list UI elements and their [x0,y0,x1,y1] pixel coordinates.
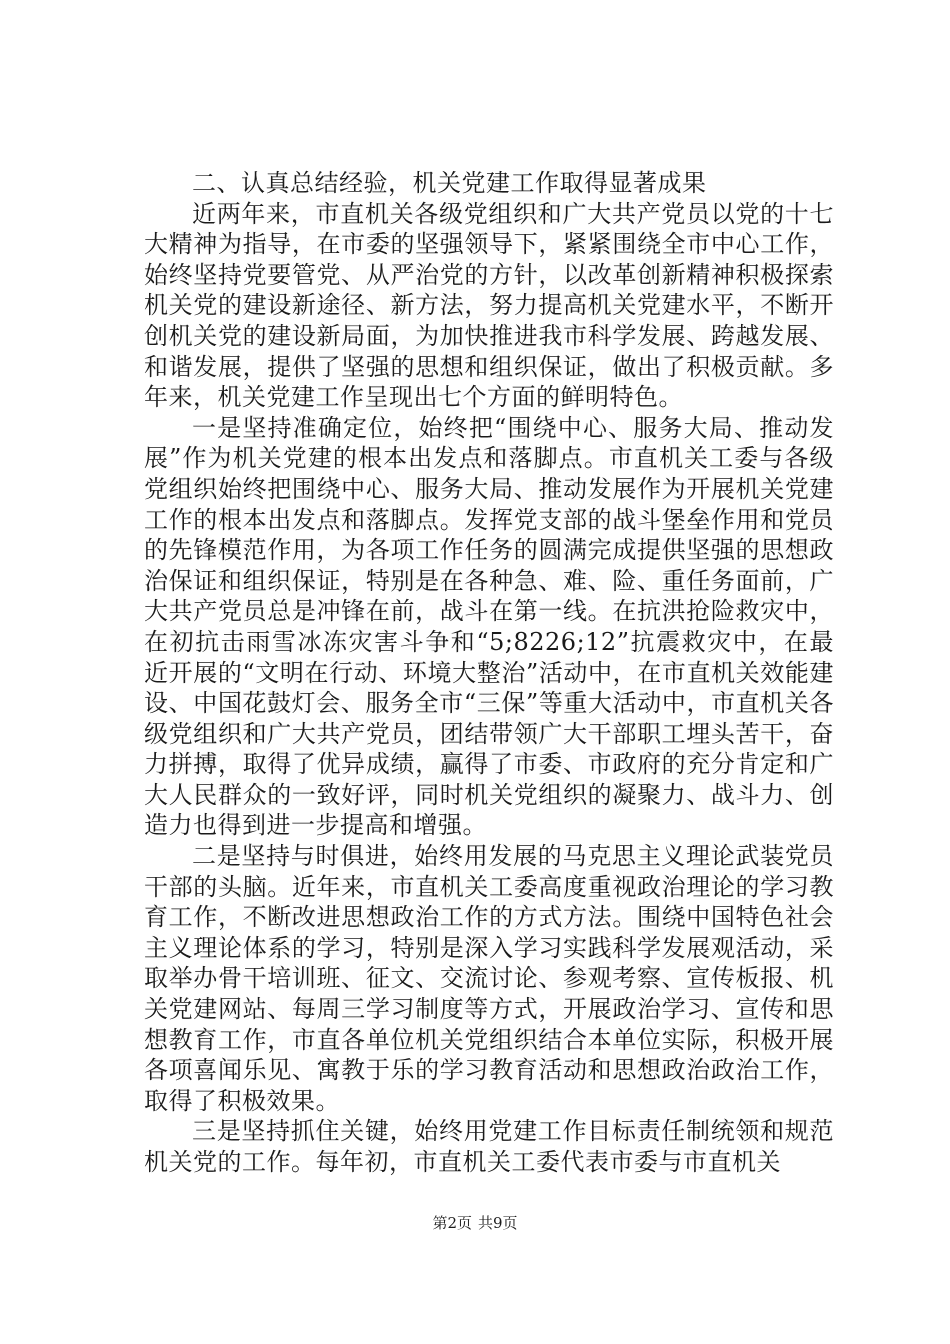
section-heading: 二、认真总结经验，机关党建工作取得显著成果 [192,169,707,197]
document-body [144,168,834,1178]
paragraph-point-two: 二是坚持与时俱进，始终用发展的马克思主义理论武装党员干部的头脑。近年来，市直机关工委高度重视政治理论的学习教育工作，不断改进思想政治工作的方式方法。围绕中国特色社会主义理论体系的学习，特别是深入学习实践科学发展观活动，采取举办骨干培训班、征文、交流讨论、参观考察、宣传板报、机关党建网站、每周三学习制度等方式，开展政治学习、宣传和思想教育工作，市直各单位机关党组织结合本单位实际，积极开展各项喜闻乐见、寓教于乐的学习教育活动和思想政治政治工作，取得了积极效果。 [144,842,834,1115]
paragraph-intro: 近两年来，市直机关各级党组织和广大共产党员以党的十七大精神为指导，在市委的坚强领导下，紧紧围绕全市中心工作，始终坚持党要管党、从严治党的方针，以改革创新精神积极探索机关党的建设新途径、新方法，努力提高机关党建水平，不断开创机关党的建设新局面，为加快推进我市科学发展、跨越发展、和谐发展，提供了坚强的思想和组织保证，做出了积极贡献。多年来，机关党建工作呈现出七个方面的鲜明特色。 [144,199,834,412]
paragraph-point-three: 三是坚持抓住关键，始终用党建工作目标责任制统领和规范机关党的工作。每年初，市直机关工委代表市委与市直机关 [144,1117,834,1176]
page-total: 共9页 [478,1214,518,1232]
page-number: 第2页 [432,1214,472,1232]
paragraph-point-one: 一是坚持准确定位，始终把“围绕中心、服务大局、推动发展”作为机关党建的根本出发点和落脚点。市直机关工委与各级党组织始终把围绕中心、服务大局、推动发展作为开展机关党建工作的根本出发点和落脚点。发挥党支部的战斗堡垒作用和党员的先锋模范作用，为各项工作任务的圆满完成提供坚强的思想政治保证和组织保证，特别是在各种急、难、险、重任务面前，广大共产党员总是冲锋在前，战斗在第一线。在抗洪抢险救灾中，在初抗击雨雪冰冻灾害斗争和“5;8226;12”抗震救灾中，在最近开展的“文明在行动、环境大整治”活动中，在市直机关效能建设、中国花鼓灯会、服务全市“三保”等重大活动中，市直机关各级党组织和广大共产党员，团结带领广大干部职工埋头苦干，奋力拼搏，取得了优异成绩，赢得了市委、市政府的充分肯定和广大人民群众的一致好评，同时机关党组织的凝聚力、战斗力、创造力也得到进一步提高和增强。 [144,413,834,840]
page-footer [0,1213,950,1233]
